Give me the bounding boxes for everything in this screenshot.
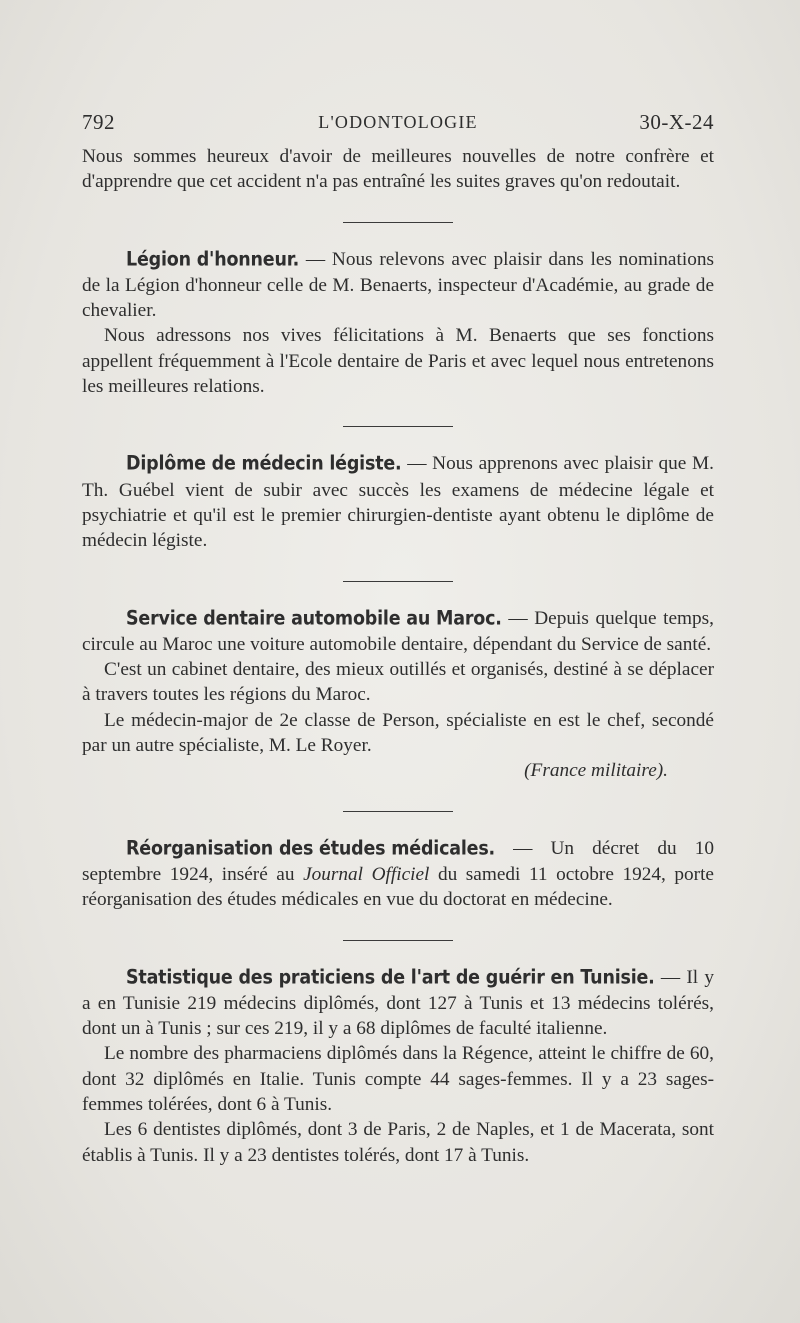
journal-title: L'ODONTOLOGIE — [318, 112, 478, 132]
section-divider — [343, 222, 453, 223]
section-statistique-tunisie — [82, 965, 714, 1168]
tunisie-paragraph-3: Les 6 dentistes diplômés, dont 3 de Paris, 2 de Naples, et 1 de Macerata, sont établis à Tunis. Il y a 23 dentistes tolérés, dont 17 à Tunis. — [82, 1119, 714, 1166]
section-divider — [343, 811, 453, 812]
maroc-paragraph-1 — [82, 606, 714, 658]
section-heading: Réorganisation des études médicales. — [126, 837, 495, 860]
running-header — [82, 110, 714, 138]
tunisie-text-1: — Il y a en Tunisie 219 médecins diplômés, dont 127 à Tunis et 13 médecins tolérés, dont un à Tunis ; sur ces 219, il y a 68 diplômes de faculté italienne. — [82, 966, 714, 1040]
source-citation: (France militaire). — [524, 760, 668, 782]
journal-officiel-title: Journal Officiel — [303, 863, 430, 885]
legion-paragraph-2: Nous adressons nos vives félicitations à M. Benaerts que ses fonctions appellent fréquemment à l'Ecole dentaire de Paris et avec lequel nous entretenons les meilleures relations. — [82, 325, 714, 398]
diplome-text-1: — Nous apprenons avec plaisir que M. Th. Guébel vient de subir avec succès les examens de médecine légale et psychiatrie et qu'il est le premier chirurgien-dentiste ayant obtenu le diplôme de médecin légiste. — [82, 453, 714, 552]
reorganisation-text-a: — Un décret du 10 septembre 1924, inséré au — [82, 837, 714, 885]
section-divider — [343, 426, 453, 427]
diplome-paragraph-1 — [82, 451, 714, 553]
section-heading: Diplôme de médecin légiste. — [126, 453, 402, 476]
intro-paragraph: Nous sommes heureux d'avoir de meilleures nouvelles de notre confrère et d'apprendre que cet accident n'a pas entraîné les suites graves qu'on redoutait. — [82, 146, 714, 193]
issue-date: 30-X-24 — [639, 110, 714, 134]
maroc-text-1: — Depuis quelque temps, circule au Maroc une voiture automobile dentaire, dépendant du Service de santé. — [82, 607, 714, 655]
maroc-paragraph-3: Le médecin-major de 2e classe de Person, spécialiste en est le chef, secondé par un autre spécialiste, M. Le Royer. — [82, 709, 714, 757]
tunisie-paragraph-1 — [82, 965, 714, 1042]
reorganisation-paragraph-1 — [82, 836, 714, 913]
tunisie-paragraph-2: Le nombre des pharmaciens diplômés dans la Régence, atteint le chiffre de 60, dont 32 diplômés en Italie. Tunis compte 44 sages-femmes. Il y a 23 sages-femmes tolérées, dont 6 à Tunis. — [82, 1043, 714, 1116]
reorganisation-text-b: du samedi 11 octobre 1924, porte réorganisation des études médicales en vue du doctorat en médecine. — [82, 863, 714, 911]
section-heading: Légion d'honneur. — [126, 248, 300, 271]
section-diplome-medecin-legiste — [82, 451, 714, 553]
section-divider — [343, 581, 453, 582]
article-body — [82, 144, 714, 1168]
section-service-dentaire-maroc — [82, 606, 714, 784]
section-heading: Service dentaire automobile au Maroc. — [126, 607, 502, 630]
maroc-paragraph-2: C'est un cabinet dentaire, des mieux outillés et organisés, destiné à se déplacer à travers toutes les régions du Maroc. — [82, 659, 714, 706]
section-heading: Statistique des praticiens de l'art de guérir en Tunisie. — [126, 966, 655, 989]
section-legion-honneur — [82, 247, 714, 400]
section-divider — [343, 940, 453, 941]
page-number: 792 — [82, 110, 115, 134]
legion-paragraph-1 — [82, 247, 714, 324]
section-reorganisation-etudes — [82, 836, 714, 913]
legion-text-1: — Nous relevons avec plaisir dans les nominations de la Légion d'honneur celle de M. Benaerts, inspecteur d'Académie, au grade de chevalier. — [82, 248, 714, 322]
